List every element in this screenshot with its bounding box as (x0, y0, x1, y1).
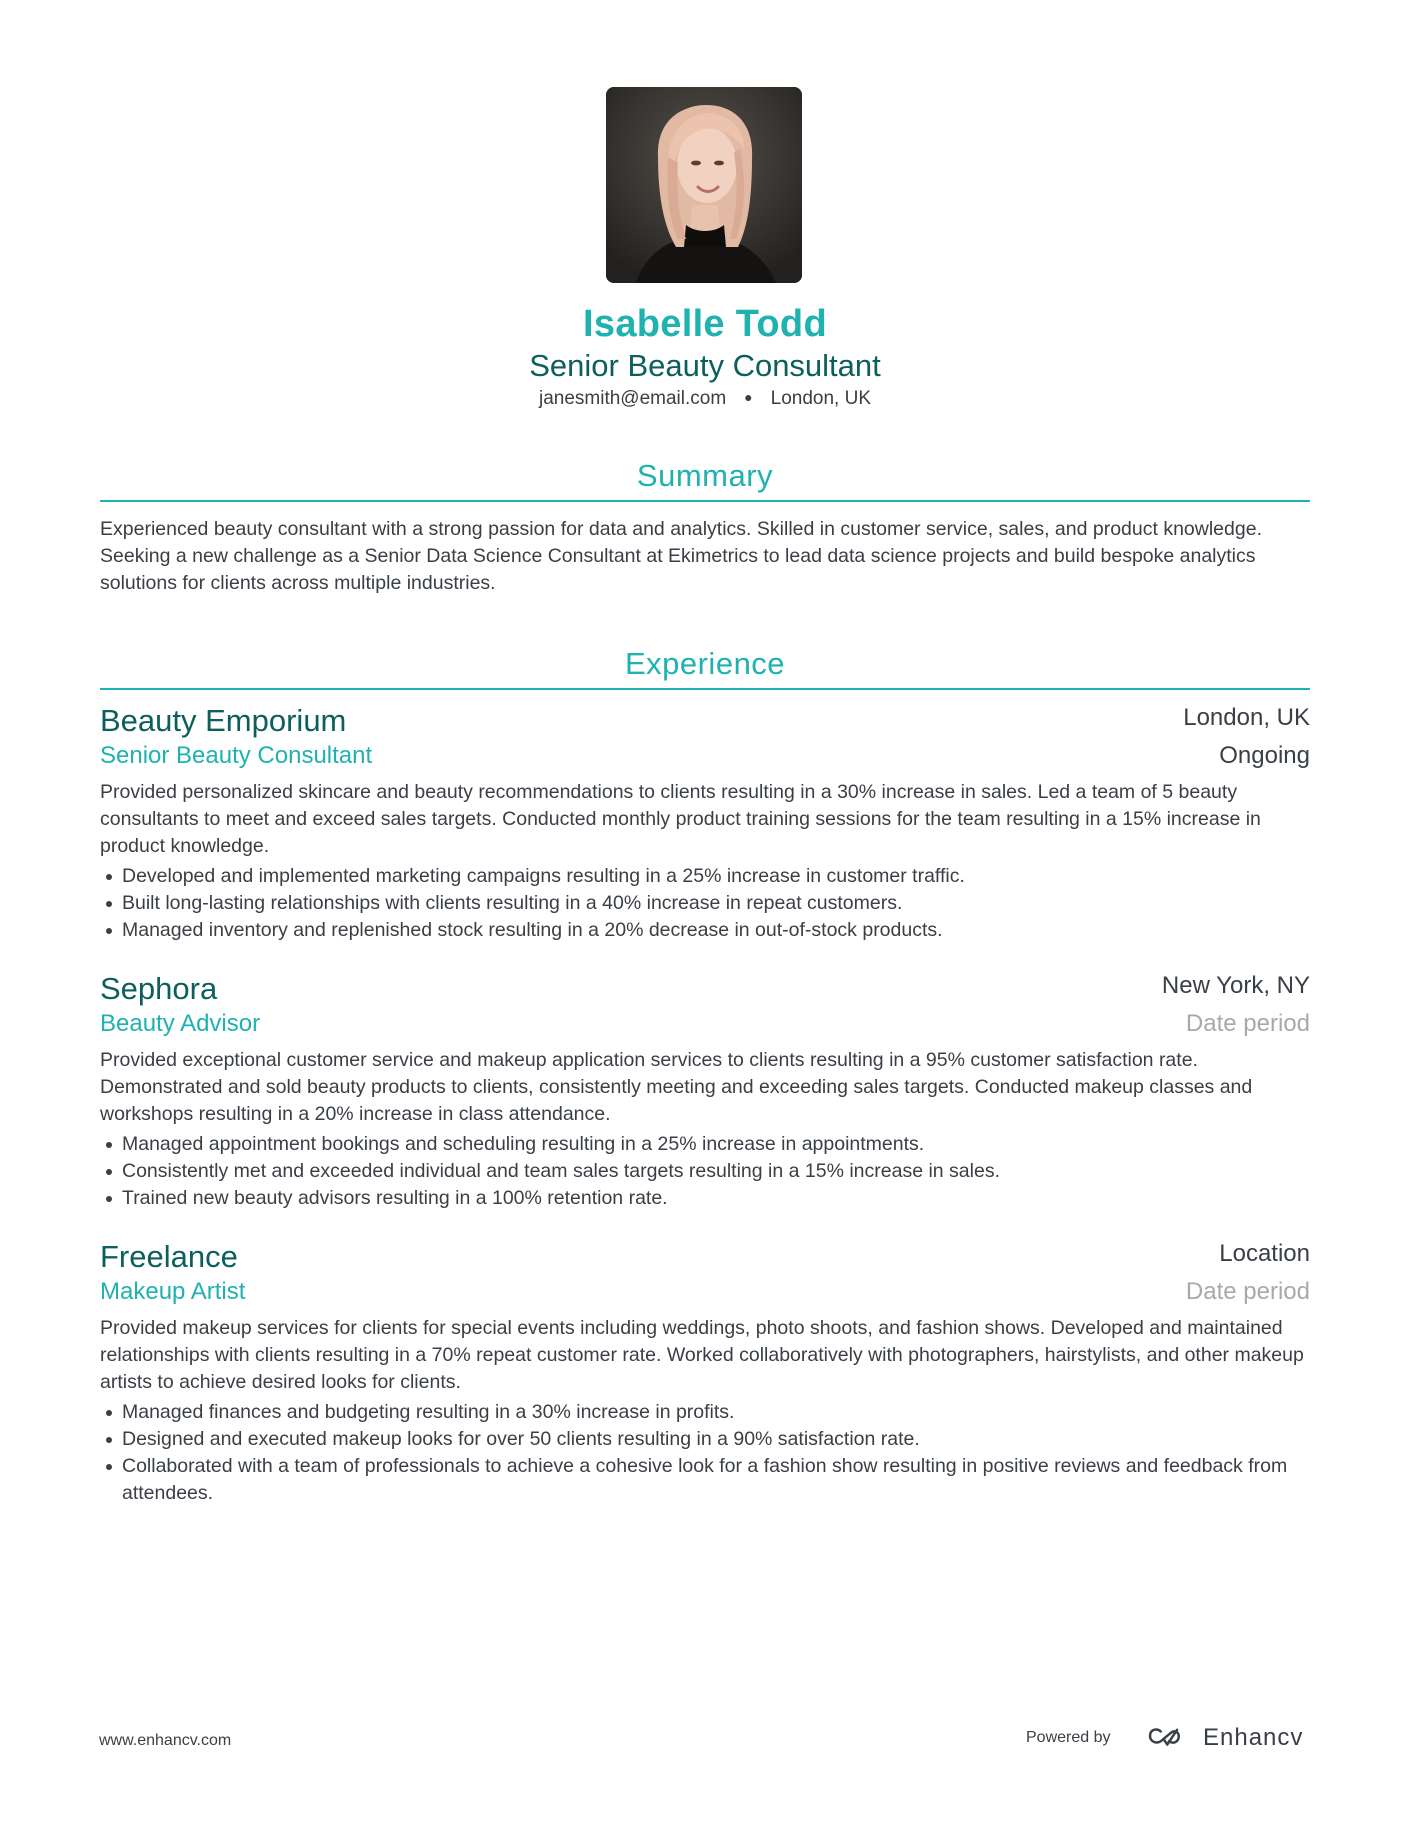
achievement-text: Managed appointment bookings and scheduling resulting in a 25% increase in appointments. (122, 1133, 925, 1155)
list-item (100, 917, 1310, 944)
achievement-text: Trained new beauty advisors resulting in a 100% retention rate. (122, 1187, 668, 1209)
bullet-icon (106, 1410, 112, 1416)
experience-heading: Experience (624, 646, 786, 681)
job-description: Provided personalized skincare and beauty recommendations to clients resulting in a 30% increase in sales. Led a team of 5 beauty consultants to meet and exceed sales targets. Conducted monthly product training sessions for the team resulting in a 15% increase in product knowledge. (100, 781, 1261, 857)
achievement-list (100, 863, 1310, 944)
achievement-text: Built long-lasting relationships with clients resulting in a 40% increase in repeat customers. (122, 892, 903, 914)
bullet-icon (106, 928, 112, 934)
bullet-icon (106, 1142, 112, 1148)
bullet-icon (106, 1196, 112, 1202)
list-item (100, 863, 1310, 890)
bullet-icon (106, 1169, 112, 1175)
job-title: Senior Beauty Consultant (100, 742, 373, 769)
summary-text: Experienced beauty consultant with a strong passion for data and analytics. Skilled in customer service, sales, and product knowledge. Seeking a new challenge as a Senior Data Science Consultant at Ekimetrics to lead data science projects and build bespoke analytics solutions for clients across multiple industries. (100, 518, 1262, 594)
list-item (100, 1399, 1310, 1426)
company-name: Beauty Emporium (100, 703, 347, 738)
company-name: Freelance (100, 1239, 238, 1274)
achievement-list (100, 1399, 1310, 1507)
job-date: Ongoing (1219, 742, 1310, 769)
job-description: Provided makeup services for clients for special events including weddings, photo shoots, and fashion shows. Developed and maintained relationships with clients resulting in a 70% repeat customer rate. Worked collaboratively with photographers, hairstylists, and other makeup artists to achieve desired looks for clients. (100, 1317, 1304, 1393)
contact-email[interactable]: janesmith@email.com (538, 388, 727, 409)
achievement-text: Consistently met and exceeded individual and team sales targets resulting in a 15% increase in sales. (122, 1160, 1000, 1182)
company-name: Sephora (100, 971, 218, 1006)
list-item (100, 1158, 1310, 1185)
achievement-text: Developed and implemented marketing campaigns resulting in a 25% increase in customer traffic. (122, 865, 965, 887)
achievement-text: Managed finances and budgeting resulting in a 30% increase in profits. (122, 1401, 735, 1423)
job-date: Date period (1185, 1278, 1310, 1305)
contact-location: London, UK (770, 388, 871, 409)
job-title: Beauty Advisor (100, 1010, 261, 1037)
job-location: Location (1219, 1240, 1310, 1267)
powered-by-label: Powered by (1026, 1729, 1111, 1746)
achievement-text: Designed and executed makeup looks for over 50 clients resulting in a 90% satisfaction rate. (122, 1428, 920, 1450)
list-item (100, 1426, 1310, 1453)
achievement-list (100, 1131, 1310, 1212)
experience-divider (100, 688, 1310, 690)
enhancv-logo-icon (1146, 1720, 1182, 1756)
job-description: Provided exceptional customer service and makeup application services to clients resulting in a 95% customer satisfaction rate. Demonstrated and sold beauty products to clients, consistently meeting and exceeding sales targets. Conducted makeup classes and workshops resulting in a 20% increase in class attendance. (100, 1049, 1253, 1125)
job-title: Makeup Artist (100, 1278, 246, 1305)
bullet-icon (106, 901, 112, 907)
bullet-icon (106, 1464, 112, 1470)
enhancv-brand-name: Enhancv (1203, 1724, 1304, 1751)
job-location: London, UK (1183, 704, 1310, 731)
achievement-text: Managed inventory and replenished stock resulting in a 20% decrease in out-of-stock products. (122, 919, 943, 941)
bullet-icon (106, 1437, 112, 1443)
list-item (100, 890, 1310, 917)
summary-heading: Summary (636, 458, 774, 493)
contact-separator-dot: ● (744, 389, 753, 405)
candidate-headline: Senior Beauty Consultant (529, 348, 881, 383)
portrait-image (606, 87, 802, 283)
list-item (100, 1131, 1310, 1158)
summary-divider (100, 500, 1310, 502)
list-item (100, 1185, 1310, 1212)
profile-photo (606, 87, 802, 283)
achievement-text: Collaborated with a team of professionals to achieve a cohesive look for a fashion show resulting in positive reviews and feedback from attendees. (122, 1455, 1288, 1504)
candidate-name: Isabelle Todd (583, 303, 827, 345)
job-date: Date period (1185, 1010, 1310, 1037)
contact-line (0, 388, 1410, 410)
job-location: New York, NY (1161, 972, 1310, 999)
list-item (100, 1453, 1310, 1507)
bullet-icon (106, 874, 112, 880)
footer-website-link[interactable]: www.enhancv.com (99, 1732, 232, 1749)
